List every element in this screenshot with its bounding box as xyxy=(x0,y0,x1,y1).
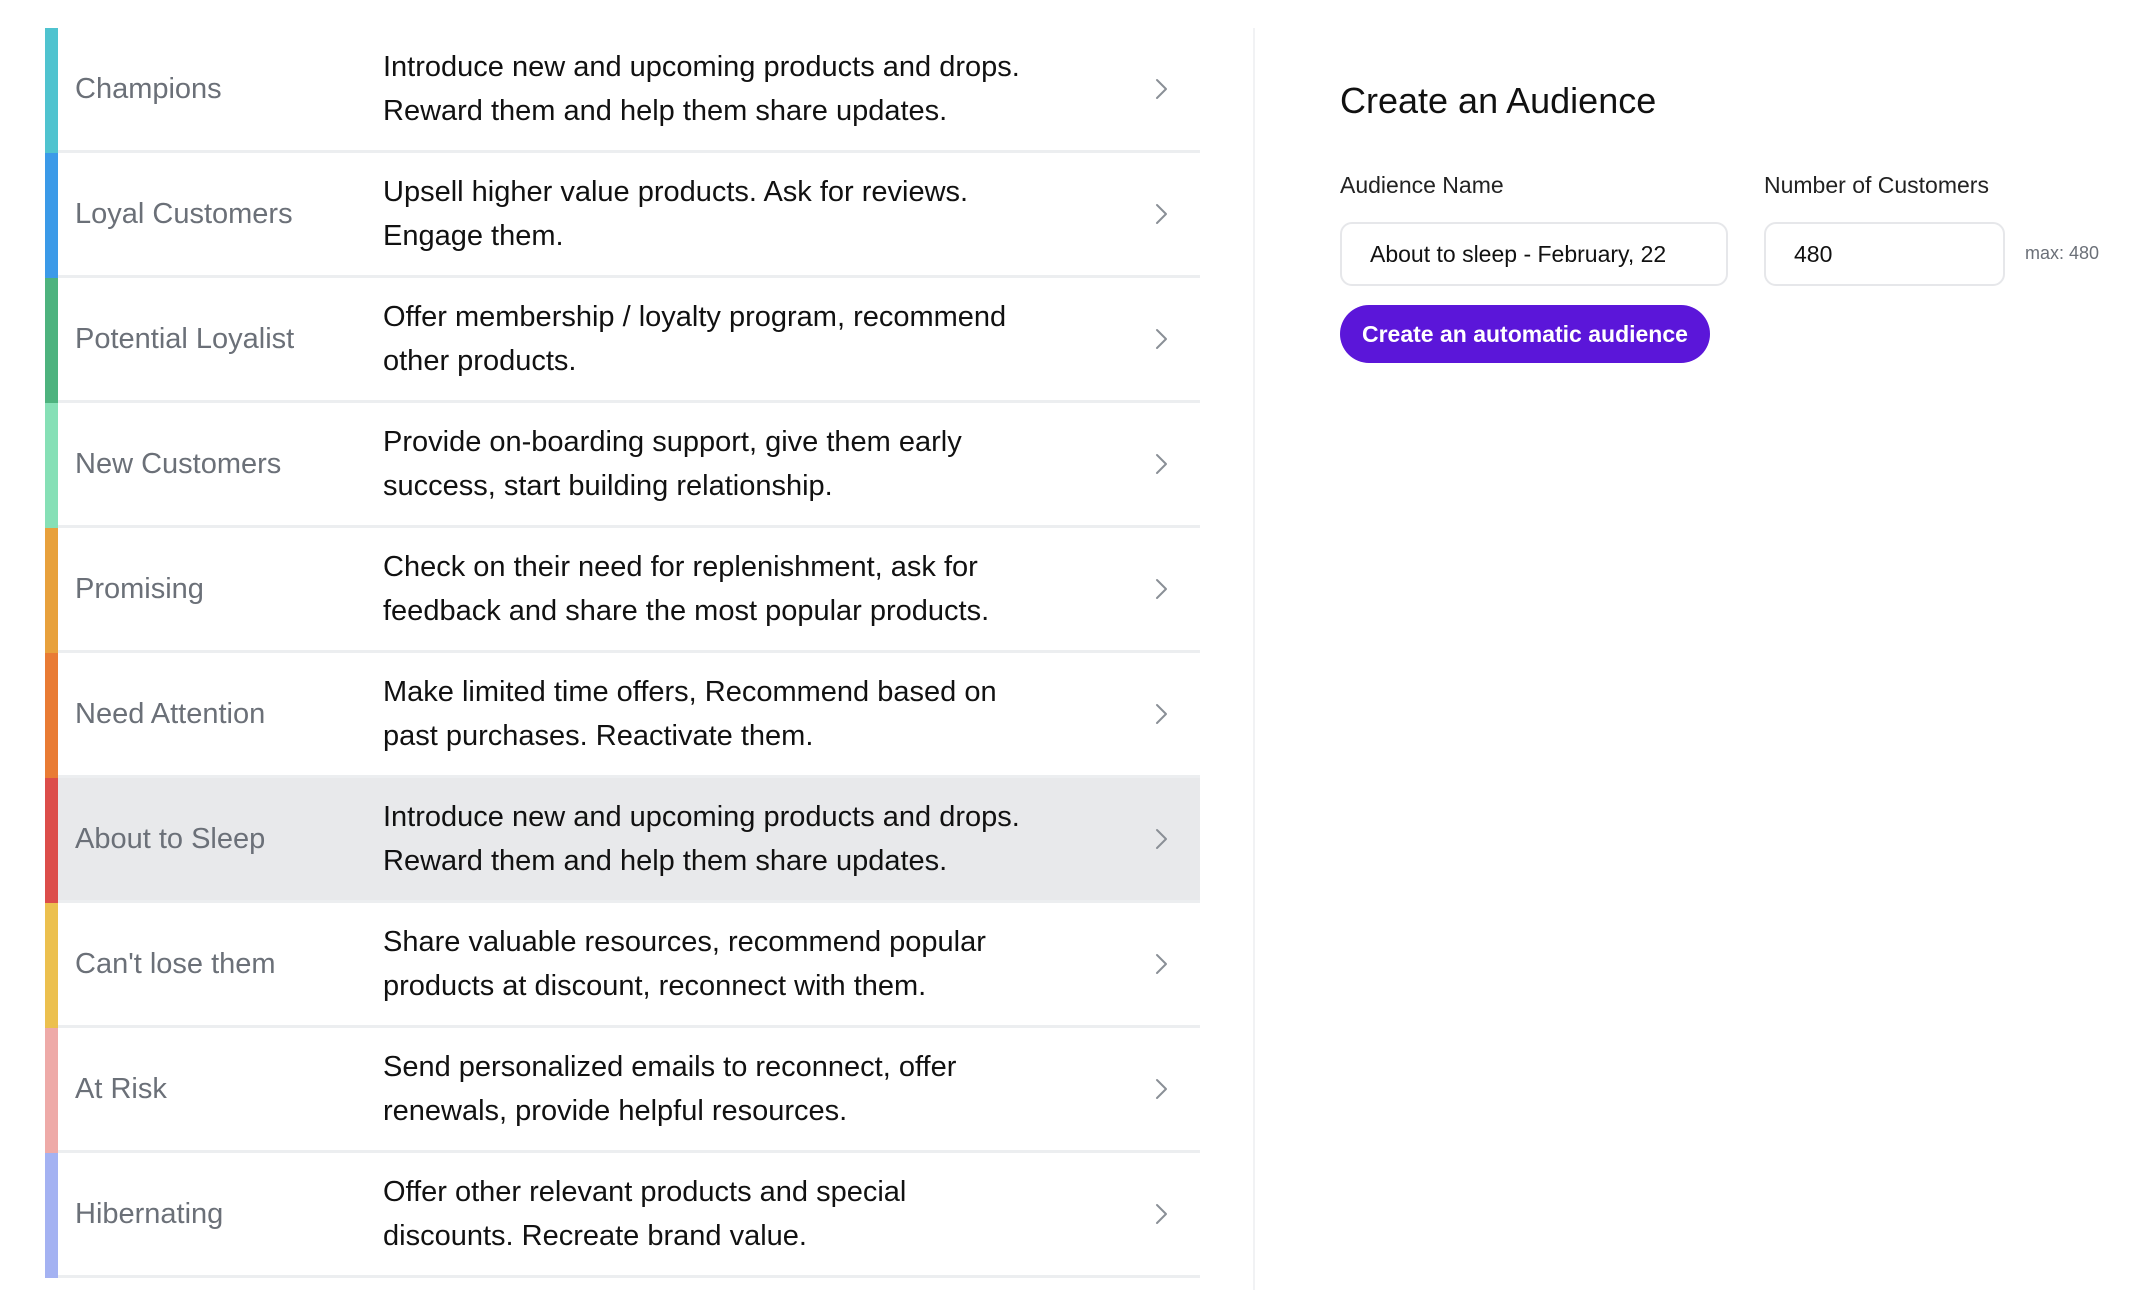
segment-description xyxy=(383,1170,1083,1258)
segment-row[interactable] xyxy=(45,778,1200,903)
segment-name: Need Attention xyxy=(75,697,266,730)
segment-color-bar xyxy=(45,778,58,903)
segment-description xyxy=(383,45,1083,133)
segment-description xyxy=(383,795,1083,883)
number-of-customers-input[interactable] xyxy=(1764,222,2005,286)
segment-row[interactable] xyxy=(45,403,1200,528)
chevron-right-icon[interactable] xyxy=(1150,953,1172,975)
segment-color-bar xyxy=(45,28,58,153)
max-customers-note: max: 480 xyxy=(2025,243,2100,263)
chevron-right-icon[interactable] xyxy=(1150,578,1172,600)
segment-color-bar xyxy=(45,903,58,1028)
segment-description xyxy=(383,545,1083,633)
segment-description-line: Send personalized emails to reconnect, offer xyxy=(383,1051,957,1083)
segment-description-line: other products. xyxy=(383,345,577,377)
segment-description-line: Provide on-boarding support, give them early xyxy=(383,426,962,458)
segment-name: Potential Loyalist xyxy=(75,322,295,355)
segment-color-bar xyxy=(45,528,58,653)
segment-color-bar xyxy=(45,1153,58,1278)
segment-color-bar xyxy=(45,278,58,403)
segment-description-line: past purchases. Reactivate them. xyxy=(383,720,814,752)
segment-description-line: Make limited time offers, Recommend based on xyxy=(383,676,997,708)
segment-description-line: discounts. Recreate brand value. xyxy=(383,1220,807,1252)
segment-row[interactable] xyxy=(45,528,1200,653)
segment-row[interactable] xyxy=(45,1153,1200,1278)
segment-row[interactable] xyxy=(45,278,1200,403)
segment-name: Hibernating xyxy=(75,1197,224,1230)
segment-description-line: Offer other relevant products and special xyxy=(383,1176,907,1208)
segment-color-bar xyxy=(45,653,58,778)
audience-name-label: Audience Name xyxy=(1340,172,1504,198)
segment-list xyxy=(45,28,1200,1278)
segment-description xyxy=(383,670,1083,758)
panel-title: Create an Audience xyxy=(1340,80,1657,121)
chevron-right-icon[interactable] xyxy=(1150,1078,1172,1100)
audience-name-input[interactable] xyxy=(1340,222,1728,286)
segment-description xyxy=(383,170,1083,258)
segment-row[interactable] xyxy=(45,903,1200,1028)
number-of-customers-label: Number of Customers xyxy=(1764,172,1989,198)
chevron-right-icon[interactable] xyxy=(1150,1203,1172,1225)
segment-description-line: Engage them. xyxy=(383,220,564,252)
segment-description xyxy=(383,295,1083,383)
segment-description-line: Offer membership / loyalty program, recommend xyxy=(383,301,1007,333)
segment-description-line: Reward them and help them share updates. xyxy=(383,95,948,127)
segment-description-line: Upsell higher value products. Ask for reviews. xyxy=(383,176,969,208)
segment-name: About to Sleep xyxy=(75,822,266,855)
segment-row[interactable] xyxy=(45,653,1200,778)
segment-color-bar xyxy=(45,403,58,528)
chevron-right-icon[interactable] xyxy=(1150,703,1172,725)
segment-description xyxy=(383,1045,1083,1133)
segment-description-line: renewals, provide helpful resources. xyxy=(383,1095,848,1127)
create-automatic-audience-button[interactable]: Create an automatic audience xyxy=(1340,305,1710,363)
segment-description-line: Introduce new and upcoming products and drops. xyxy=(383,801,1020,833)
chevron-right-icon[interactable] xyxy=(1150,203,1172,225)
chevron-right-icon[interactable] xyxy=(1150,828,1172,850)
segment-description-line: products at discount, reconnect with them. xyxy=(383,970,927,1002)
segment-color-bar xyxy=(45,1028,58,1153)
chevron-right-icon[interactable] xyxy=(1150,453,1172,475)
segment-row[interactable] xyxy=(45,153,1200,278)
segment-description-line: success, start building relationship. xyxy=(383,470,833,502)
segment-name: Promising xyxy=(75,572,204,605)
segment-name: Loyal Customers xyxy=(75,197,293,230)
segment-row[interactable] xyxy=(45,1028,1200,1153)
segment-name: At Risk xyxy=(75,1072,167,1105)
segment-description xyxy=(383,920,1083,1008)
segment-name: Champions xyxy=(75,72,222,105)
segment-name: Can't lose them xyxy=(75,947,276,980)
segment-description xyxy=(383,420,1083,508)
segment-description-line: Introduce new and upcoming products and drops. xyxy=(383,51,1020,83)
chevron-right-icon[interactable] xyxy=(1150,328,1172,350)
segment-description-line: Share valuable resources, recommend popular xyxy=(383,926,986,958)
segment-color-bar xyxy=(45,153,58,278)
segment-description-line: feedback and share the most popular products. xyxy=(383,595,990,627)
segment-description-line: Check on their need for replenishment, ask for xyxy=(383,551,978,583)
segment-description-line: Reward them and help them share updates. xyxy=(383,845,948,877)
segment-row[interactable] xyxy=(45,28,1200,153)
panel-divider xyxy=(1253,28,1255,1290)
segment-name: New Customers xyxy=(75,447,282,480)
chevron-right-icon[interactable] xyxy=(1150,78,1172,100)
